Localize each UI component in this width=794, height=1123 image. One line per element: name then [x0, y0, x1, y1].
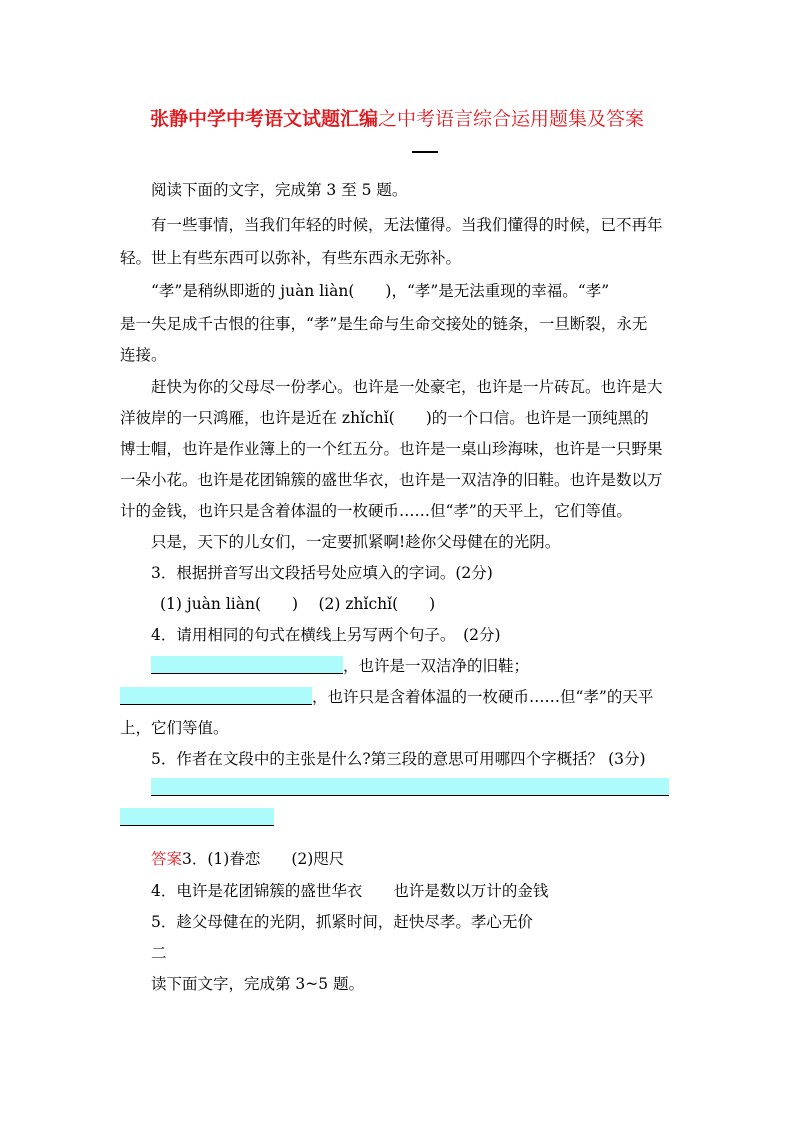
question-3-items: (1) juàn liàn( ) (2) zhǐchǐ( ): [160, 595, 436, 613]
document-title: [0, 107, 794, 131]
question-5-line-2: [120, 808, 274, 828]
question-4: 4．请用相同的句式在横线上另写两个句子。 (2分): [151, 626, 501, 644]
question-4-line-3: 上，它们等值。: [120, 719, 229, 737]
paragraph-line: 有一些事情，当我们年轻的时候，无法懂得。当我们懂得的时候，已不再年: [151, 216, 663, 234]
question-3: 3．根据拼音写出文段括号处应填入的字词。(2分): [151, 564, 493, 582]
answer-blank-input[interactable]: [151, 778, 669, 796]
paragraph-line: “孝”是稍纵即逝的 juàn liàn( )，“孝”是无法重现的幸福。“孝”: [151, 282, 610, 300]
paragraph-line: 轻。世上有些东西可以弥补，有些东西永无弥补。: [120, 249, 462, 267]
answer-label: 答案: [151, 850, 183, 868]
question-4-line-2: [120, 687, 653, 707]
question-4-line-1: [151, 656, 529, 676]
q4-line1-text: ，也许是一双洁净的旧鞋；: [343, 657, 530, 675]
paragraph-line: 是一失足成千古恨的往事，“孝”是生命与生命交接处的链条，一旦断裂，永无: [120, 315, 648, 333]
paragraph-line: 博士帽，也许是作业簿上的一个红五分。也许是一桌山珍海味，也许是一只野果: [120, 440, 663, 458]
answer-blank-input[interactable]: [120, 808, 274, 826]
paragraph-line: 洋彼岸的一只鸿雁，也许是近在 zhǐchǐ( )的一个口信。也许是一顶纯黑的: [120, 409, 649, 427]
title-normal: 之中考语言综合运用题集及答案: [378, 108, 645, 130]
answer-blank-input[interactable]: [151, 656, 343, 674]
answer-4: 4．电许是花团锦簇的盛世华衣 也许是数以万计的金钱: [151, 882, 549, 900]
answer-blank-input[interactable]: [120, 687, 312, 705]
section-two-heading: 二: [151, 944, 167, 962]
intro-two-text: 读下面文字，完成第 3~5 题。: [151, 975, 365, 993]
paragraph-line: 计的金钱，也许只是含着体温的一枚硬币……但“孝”的天平上，它们等值。: [120, 502, 632, 520]
title-bold: 张静中学中考语文试题汇编: [149, 108, 378, 130]
section-one-heading: [412, 151, 438, 153]
answer-3-text: 3．(1)眷恋 (2)咫尺: [182, 850, 345, 868]
paragraph-line: 连接。: [120, 346, 167, 364]
question-5-line-1: [151, 778, 669, 798]
question-5: 5．作者在文段中的主张是什么?第三段的意思可用哪四个字概括？ (3分): [151, 750, 646, 768]
answer-3: [151, 849, 344, 869]
paragraph-line: 只是，天下的儿女们，一定要抓紧啊!趁你父母健在的光阴。: [151, 533, 561, 551]
intro-text: 阅读下面的文字，完成第 3 至 5 题。: [151, 181, 408, 199]
answer-5: 5．趁父母健在的光阴，抓紧时间，赶快尽孝。孝心无价: [151, 913, 533, 931]
q4-line2-text: ，也许只是含着体温的一枚硬币……但“孝”的天平: [312, 688, 654, 706]
paragraph-line: 一朵小花。也许是花团锦簇的盛世华衣，也许是一双洁净的旧鞋。也许是数以万: [120, 471, 663, 489]
paragraph-line: 赶快为你的父母尽一份孝心。也许是一处豪宅，也许是一片砖瓦。也许是大: [151, 378, 663, 396]
